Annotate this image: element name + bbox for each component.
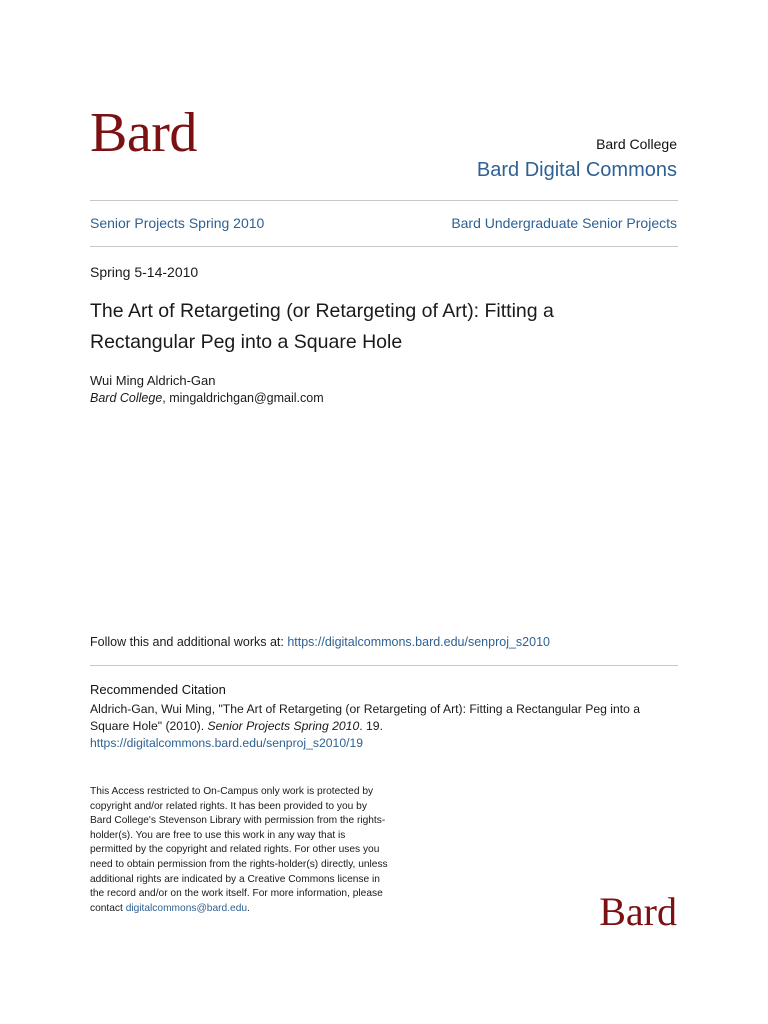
bard-footer-logo: Bard	[599, 889, 677, 934]
document-title: The Art of Retargeting (or Retargeting of Art): Fitting a Rectangular Peg into a Square Hole	[90, 300, 554, 353]
college-name: Bard College	[596, 136, 677, 152]
repository-link[interactable]: Bard Digital Commons	[476, 159, 677, 181]
notice-text: This Access restricted to On-Campus only work is protected by copyright and/or related rights. It has been provided to you by Bard College's Stevenson Library with permission from the rights-holder(s). You are free to use this work in any way that is permitted by the copyright and related rights. For other uses you need to obtain permission from the rights-holder(s) directly, unless additional rights are indicated by a Creative Commons license in the record and/or on the work itself. For more information, please contact	[90, 786, 388, 914]
author-affiliation	[90, 390, 324, 406]
contact-email-link[interactable]: digitalcommons@bard.edu	[125, 902, 248, 914]
series-link[interactable]: Bard Undergraduate Senior Projects	[451, 215, 677, 231]
follow-link[interactable]: https://digitalcommons.bard.edu/senproj_s2010	[287, 635, 550, 649]
notice-end: .	[247, 902, 250, 914]
citation-number: . 19.	[359, 719, 383, 733]
nav-divider	[90, 246, 678, 247]
follow-prefix: Follow this and additional works at:	[90, 635, 288, 649]
citation-divider	[90, 665, 678, 666]
citation-text	[90, 701, 680, 752]
citation-heading: Recommended Citation	[90, 682, 226, 697]
follow-line	[90, 634, 550, 650]
citation-series: Senior Projects Spring 2010	[207, 719, 360, 733]
header-divider	[90, 200, 678, 201]
bard-logo: Bard	[90, 102, 197, 164]
author-name: Wui Ming Aldrich-Gan	[90, 373, 216, 388]
affiliation-email: , mingaldrichgan@gmail.com	[162, 391, 324, 405]
affiliation-name: Bard College	[90, 391, 163, 405]
collection-link[interactable]: Senior Projects Spring 2010	[90, 215, 265, 231]
access-notice	[90, 785, 390, 916]
citation-body: Aldrich-Gan, Wui Ming, "The Art of Retargeting (or Retargeting of Art): Fitting a Rectangular Peg into a Square Hole" (2010).	[90, 702, 641, 733]
citation-link[interactable]: https://digitalcommons.bard.edu/senproj_s2010/19	[90, 736, 364, 750]
publication-date: Spring 5-14-2010	[90, 264, 199, 280]
